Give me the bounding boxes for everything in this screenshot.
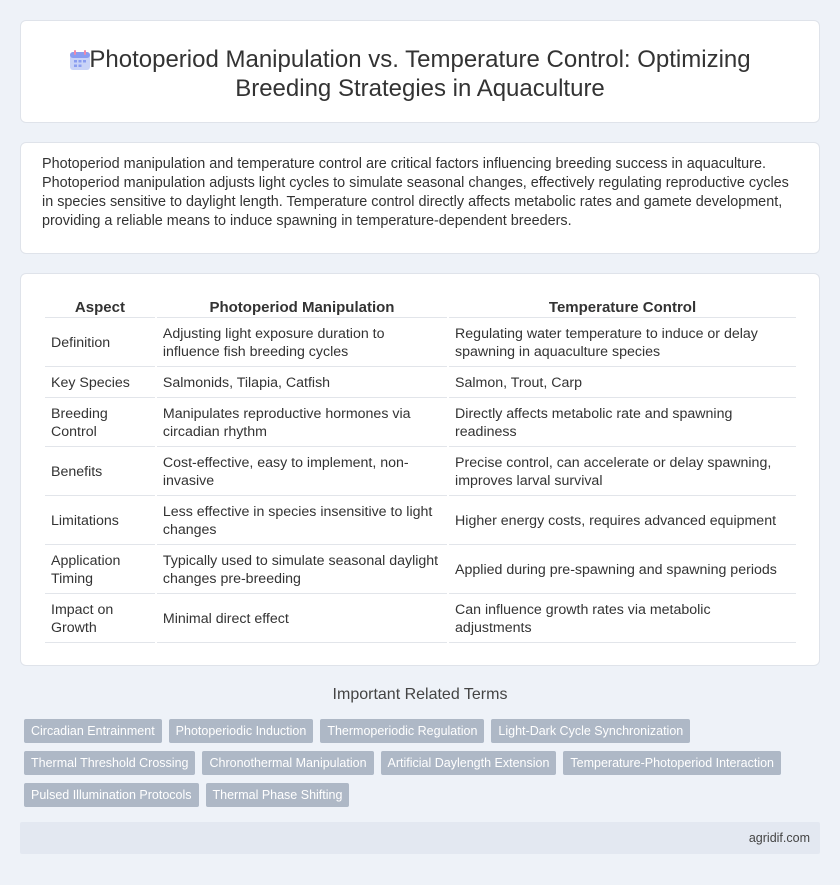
row-photoperiod: Typically used to simulate seasonal daylight changes pre-breeding	[157, 545, 447, 594]
row-photoperiod: Salmonids, Tilapia, Catfish	[157, 367, 447, 398]
related-term-tag[interactable]: Circadian Entrainment	[24, 719, 162, 743]
row-photoperiod: Manipulates reproductive hormones via circadian rhythm	[157, 398, 447, 447]
related-terms-list	[24, 719, 820, 815]
table-row	[45, 447, 796, 496]
header-card	[20, 20, 820, 123]
related-term-tag[interactable]: Pulsed Illumination Protocols	[24, 783, 199, 807]
related-term-tag[interactable]: Thermal Phase Shifting	[206, 783, 350, 807]
comparison-card	[20, 273, 820, 666]
table-row	[45, 318, 796, 367]
row-temperature: Directly affects metabolic rate and spawning readiness	[449, 398, 796, 447]
row-temperature: Salmon, Trout, Carp	[449, 367, 796, 398]
row-aspect: Key Species	[45, 367, 155, 398]
row-temperature: Regulating water temperature to induce or delay spawning in aquaculture species	[449, 318, 796, 367]
row-aspect: Benefits	[45, 447, 155, 496]
row-aspect: Application Timing	[45, 545, 155, 594]
related-term-tag[interactable]: Thermoperiodic Regulation	[320, 719, 484, 743]
page-title: Photoperiod Manipulation vs. Temperature Control: Optimizing Breeding Strategies in Aquaculture	[89, 46, 751, 102]
header-photoperiod: Photoperiod Manipulation	[157, 294, 447, 318]
intro-text: Photoperiod manipulation and temperature control are critical factors influencing breeding success in aquaculture. Photoperiod manipulation adjusts light cycles to simulate seasonal changes, effectively regulating reproductive cycles in species sensitive to daylight length. Temperature control directly affects metabolic rates and gamete development, providing a reliable means to induce spawning in temperature-dependent breeders.	[42, 156, 789, 229]
footer	[20, 822, 820, 854]
table-row	[45, 367, 796, 398]
row-photoperiod: Cost-effective, easy to implement, non-invasive	[157, 447, 447, 496]
comparison-table	[43, 294, 798, 643]
table-row	[45, 594, 796, 643]
row-photoperiod: Adjusting light exposure duration to influence fish breeding cycles	[157, 318, 447, 367]
row-photoperiod: Minimal direct effect	[157, 594, 447, 643]
header-temperature: Temperature Control	[449, 294, 796, 318]
row-temperature: Precise control, can accelerate or delay spawning, improves larval survival	[449, 447, 796, 496]
row-temperature: Higher energy costs, requires advanced equipment	[449, 496, 796, 545]
related-term-tag[interactable]: Photoperiodic Induction	[169, 719, 314, 743]
footer-site-link[interactable]: agridif.com	[748, 831, 810, 845]
table-row	[45, 545, 796, 594]
related-term-tag[interactable]: Light-Dark Cycle Synchronization	[491, 719, 690, 743]
intro-card	[20, 142, 820, 254]
related-terms-title: Important Related Terms	[332, 686, 508, 703]
table-header-row	[45, 294, 796, 318]
related-term-tag[interactable]: Temperature-Photoperiod Interaction	[563, 751, 781, 775]
related-term-tag[interactable]: Artificial Daylength Extension	[381, 751, 557, 775]
table-row	[45, 496, 796, 545]
header-aspect: Aspect	[45, 294, 155, 318]
row-aspect: Limitations	[45, 496, 155, 545]
row-temperature: Applied during pre-spawning and spawning periods	[449, 545, 796, 594]
row-temperature: Can influence growth rates via metabolic adjustments	[449, 594, 796, 643]
related-term-tag[interactable]: Thermal Threshold Crossing	[24, 751, 195, 775]
table-row	[45, 398, 796, 447]
row-aspect: Breeding Control	[45, 398, 155, 447]
row-aspect: Definition	[45, 318, 155, 367]
related-term-tag[interactable]: Chronothermal Manipulation	[202, 751, 373, 775]
row-photoperiod: Less effective in species insensitive to light changes	[157, 496, 447, 545]
row-aspect: Impact on Growth	[45, 594, 155, 643]
